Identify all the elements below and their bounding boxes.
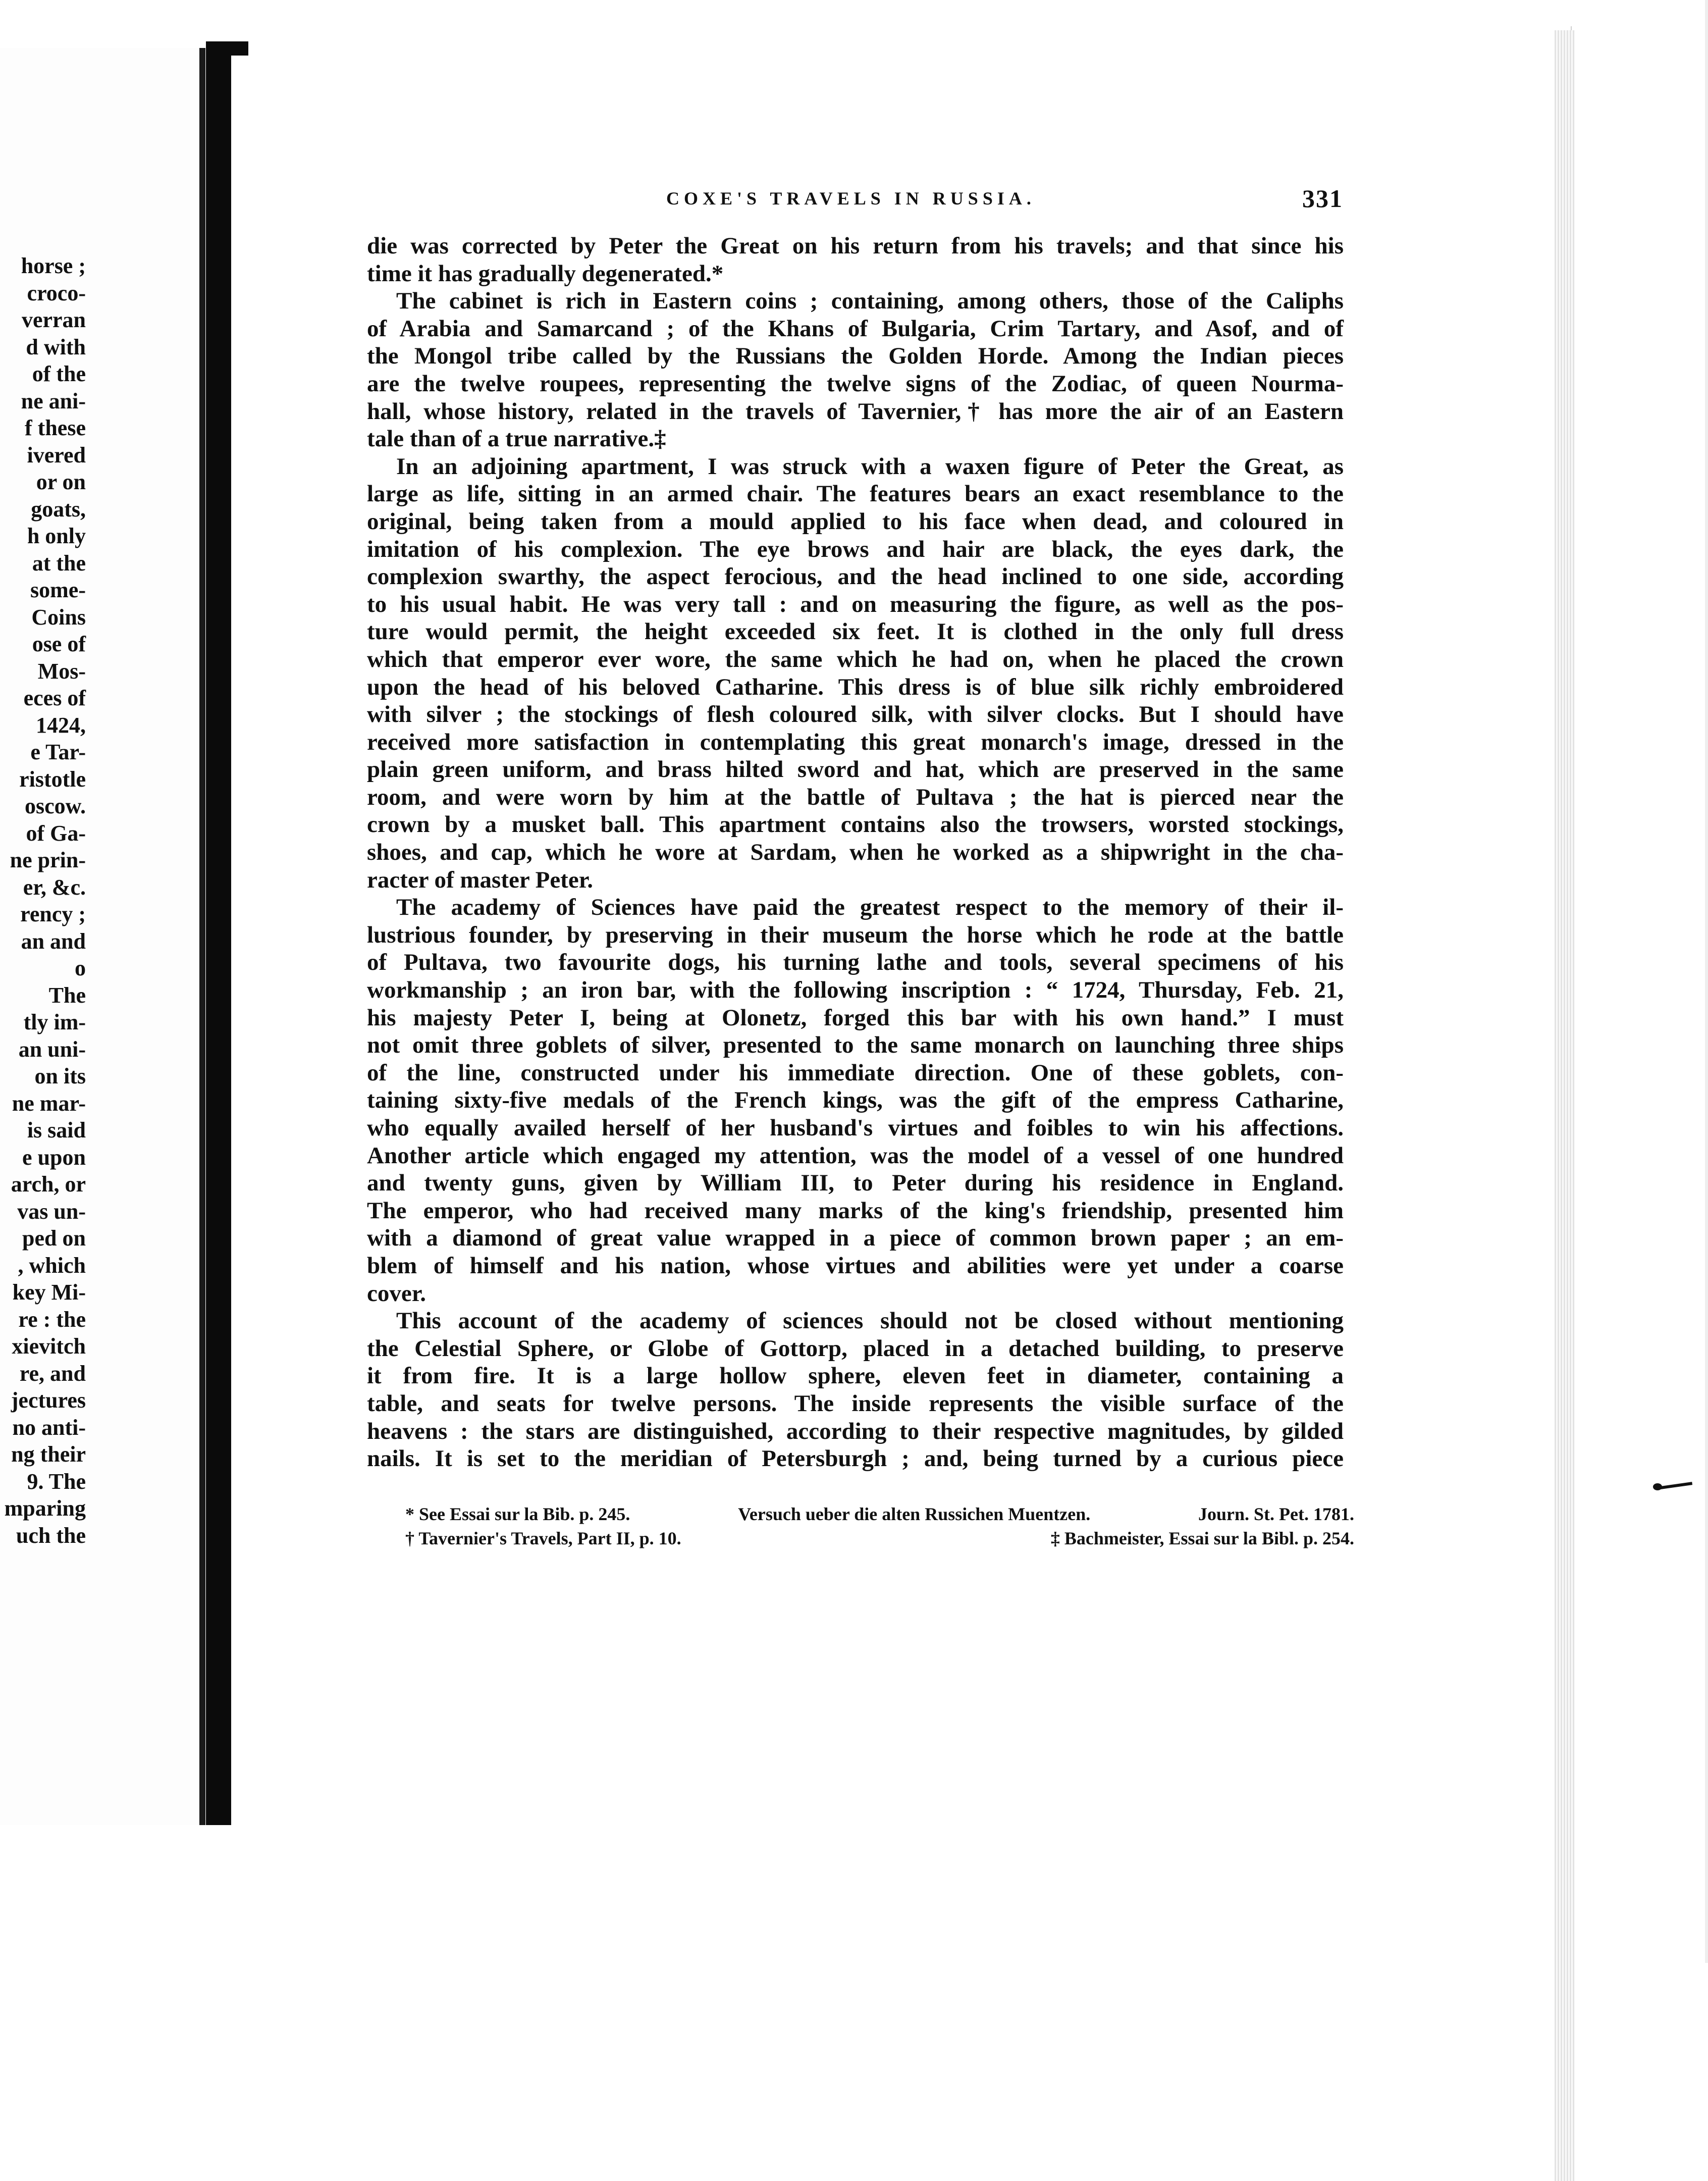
facing-page-fragment: is said (27, 1118, 86, 1143)
facing-page-fragment: or on (36, 470, 86, 494)
body-line: The emperor, who had received many marks of the king's friendship, presented him (367, 1197, 1344, 1224)
body-line: hall, whose history, related in the travels of Tavernier,† has more the air of an Eastern (367, 398, 1344, 425)
body-line: imitation of his complexion. The eye brows and hair are black, the eyes dark, the (367, 536, 1344, 562)
body-line: with a diamond of great value wrapped in a piece of common brown paper ; an em- (367, 1225, 1344, 1252)
facing-page-fragment: e upon (22, 1145, 86, 1170)
body-line: cover. (367, 1280, 426, 1307)
body-line: of Pultava, two favourite dogs, his turning lathe and tools, several specimens of his (367, 949, 1344, 976)
body-line: This account of the academy of sciences should not be closed without mentioning (396, 1308, 1344, 1334)
body-line: The academy of Sciences have paid the greatest respect to the memory of their il- (396, 894, 1344, 921)
facing-page-fragment: The (48, 982, 86, 1008)
facing-page-fragment: ose of (32, 632, 86, 656)
running-head: COXE'S TRAVELS IN RUSSIA. (666, 188, 1036, 209)
footnote-dagger: † Tavernier's Travels, Part II, p. 10. (405, 1528, 681, 1548)
facing-page-fragment: arch, or (11, 1172, 86, 1197)
body-line: original, being taken from a mould applied to his face when dead, and coloured in (367, 508, 1344, 535)
facing-page-fragment: e Tar- (30, 740, 86, 764)
body-line: heavens : the stars are distinguished, according to their respective magnitudes, by gilded (367, 1418, 1344, 1444)
footnote-versuch: Versuch ueber die alten Russichen Muentzen. (738, 1504, 1091, 1524)
facing-page-fragment: rency ; (20, 902, 86, 926)
body-line: and twenty guns, given by William III, to Peter during his residence in England. (367, 1170, 1344, 1197)
facing-page-fragment: vas un- (17, 1199, 86, 1224)
margin-pen-mark (1657, 1482, 1692, 1490)
facing-page-fragment: ped on (22, 1226, 86, 1251)
body-text (367, 232, 1344, 1473)
footnote-journal: Journ. St. Pet. 1781. (1198, 1504, 1354, 1524)
body-line: of Arabia and Samarcand ; of the Khans of Bulgaria, Crim Tartary, and Asof, and of (367, 315, 1344, 342)
page-number: 331 (1302, 184, 1343, 213)
body-line: his majesty Peter I, being at Olonetz, forged this bar with his own hand.” I must (367, 1004, 1344, 1031)
facing-page-fragment: er, &c. (23, 874, 86, 900)
body-line: nails. It is set to the meridian of Petersburgh ; and, being turned by a curious piece (367, 1445, 1344, 1472)
body-line: the Celestial Sphere, or Globe of Gottorp, placed in a detached building, to preserve (367, 1335, 1344, 1362)
facing-page-fragment: verran (21, 307, 86, 332)
facing-page-fragment: on its (34, 1064, 86, 1088)
body-line: who equally availed herself of her husband's virtues and foibles to win his affections. (367, 1115, 1344, 1141)
body-line: received more satisfaction in contemplating this great monarch's image, dressed in the (367, 729, 1344, 755)
body-line: large as life, sitting in an armed chair. The features bears an exact resemblance to the (367, 481, 1344, 507)
facing-page-text-fragments (0, 252, 86, 1549)
body-line: crown by a musket ball. This apartment contains also the trowsers, worsted stockings, (367, 811, 1344, 838)
body-line: of the line, constructed under his immediate direction. One of these goblets, con- (367, 1059, 1344, 1086)
facing-page-fragment: Mos- (37, 658, 86, 684)
body-line: with silver ; the stockings of flesh coloured silk, with silver clocks. But I should have (367, 701, 1344, 728)
facing-page-fragment: ne mar- (12, 1090, 86, 1116)
facing-page-fragment: re : the (18, 1307, 86, 1332)
body-line: In an adjoining apartment, I was struck with a waxen figure of Peter the Great, as (396, 453, 1344, 480)
facing-page-fragment: some- (30, 578, 86, 602)
facing-page-fragment: at the (32, 550, 86, 576)
footnote-star: * See Essai sur la Bib. p. 245. (405, 1504, 630, 1524)
facing-page-fragment: an uni- (18, 1036, 86, 1062)
body-line: complexion swarthy, the aspect ferocious, and the head inclined to one side, according (367, 563, 1344, 590)
facing-page-fragment: ne prin- (10, 848, 86, 872)
body-line: time it has gradually degenerated.* (367, 260, 724, 287)
body-line: workmanship ; an iron bar, with the following inscription : “ 1724, Thursday, Feb. 21, (367, 977, 1344, 1004)
facing-page-fragment: no anti- (12, 1415, 86, 1440)
book-binding-gutter (206, 48, 231, 1825)
facing-page-fragment: o (75, 956, 86, 980)
facing-page-fragment: eces of (23, 686, 86, 710)
body-line: blem of himself and his nation, whose virtues and abilities were yet under a coarse (367, 1252, 1344, 1279)
facing-page-fragment: oscow. (25, 794, 86, 818)
body-line: it from fire. It is a large hollow sphere, eleven feet in diameter, containing a (367, 1363, 1344, 1389)
facing-page-fragment: horse ; (21, 253, 86, 278)
body-line: room, and were worn by him at the battle of Pultava ; the hat is pierced near the (367, 784, 1344, 810)
footnotes (405, 1502, 1354, 1550)
facing-page-fragment: , which (18, 1253, 86, 1278)
body-line: not omit three goblets of silver, presented to the same monarch on launching three ships (367, 1032, 1344, 1059)
facing-page-fragment: xievitch (12, 1334, 86, 1359)
scan-border (1705, 0, 1708, 1963)
footnote-line-1 (405, 1502, 1354, 1526)
body-line: The cabinet is rich in Eastern coins ; containing, among others, those of the Caliphs (396, 288, 1344, 315)
body-line: shoes, and cap, which he wore at Sardam, when he worked as a shipwright in the cha- (367, 839, 1344, 866)
body-line: are the twelve roupees, representing the twelve signs of the Zodiac, of queen Nourma- (367, 370, 1344, 397)
body-line: upon the head of his beloved Catharine. This dress is of blue silk richly embroidered (367, 673, 1344, 700)
page-stack-edge (1555, 30, 1575, 2181)
facing-page-fragment: h only (27, 524, 86, 548)
facing-page-fragment: tly im- (23, 1010, 86, 1034)
body-line: the Mongol tribe called by the Russians the Golden Horde. Among the Indian pieces (367, 343, 1344, 370)
body-line: tale than of a true narrative.‡ (367, 426, 666, 452)
facing-page-fragment: 9. The (27, 1469, 86, 1494)
facing-page-edge (199, 48, 205, 1825)
facing-page-fragment: of the (32, 361, 86, 386)
facing-page-fragment: jectures (11, 1388, 86, 1413)
facing-page-fragment: key Mi- (12, 1280, 86, 1305)
facing-page-fragment: 1424, (36, 712, 86, 738)
facing-page-fragment: an and (21, 928, 86, 954)
footnote-double-dagger: ‡ Bachmeister, Essai sur la Bibl. p. 254. (1050, 1528, 1354, 1548)
facing-page-fragment: mparing (4, 1496, 86, 1521)
facing-page-fragment: uch the (16, 1523, 86, 1548)
body-line: table, and seats for twelve persons. The inside represents the visible surface of the (367, 1390, 1344, 1417)
body-line: to his usual habit. He was very tall : and on measuring the figure, as well as the pos- (367, 591, 1344, 617)
body-line: taining sixty-five medals of the French kings, was the gift of the empress Catharine, (367, 1087, 1344, 1114)
footnote-line-2 (405, 1526, 1354, 1550)
body-line: lustrious founder, by preserving in their museum the horse which he rode at the battle (367, 921, 1344, 948)
facing-page-fragment: Coins (31, 604, 86, 630)
facing-page-fragment: goats, (31, 496, 86, 522)
facing-page-fragment: ivered (27, 442, 86, 468)
facing-page-fragment: of Ga- (26, 820, 86, 846)
body-line: Another article which engaged my attention, was the model of a vessel of one hundred (367, 1142, 1344, 1169)
margin-pen-mark-tip (1653, 1483, 1662, 1490)
facing-page-fragment: d with (26, 334, 86, 359)
facing-page-fragment: ng their (11, 1442, 86, 1467)
body-line: racter of master Peter. (367, 866, 593, 893)
facing-page-fragment: f these (25, 416, 86, 440)
facing-page-fragment: ristotle (19, 766, 86, 792)
facing-page-fragment: re, and (19, 1361, 86, 1386)
body-line: ture would permit, the height exceeded six feet. It is clothed in the only full dress (367, 618, 1344, 645)
body-line: plain green uniform, and brass hilted sword and hat, which are preserved in the same (367, 756, 1344, 783)
body-line: die was corrected by Peter the Great on his return from his travels; and that since his (367, 233, 1344, 259)
facing-page-fragment: croco- (27, 280, 86, 305)
facing-page-fragment: ne ani- (21, 388, 86, 413)
body-line: which that emperor ever wore, the same which he had on, when he placed the crown (367, 646, 1344, 672)
